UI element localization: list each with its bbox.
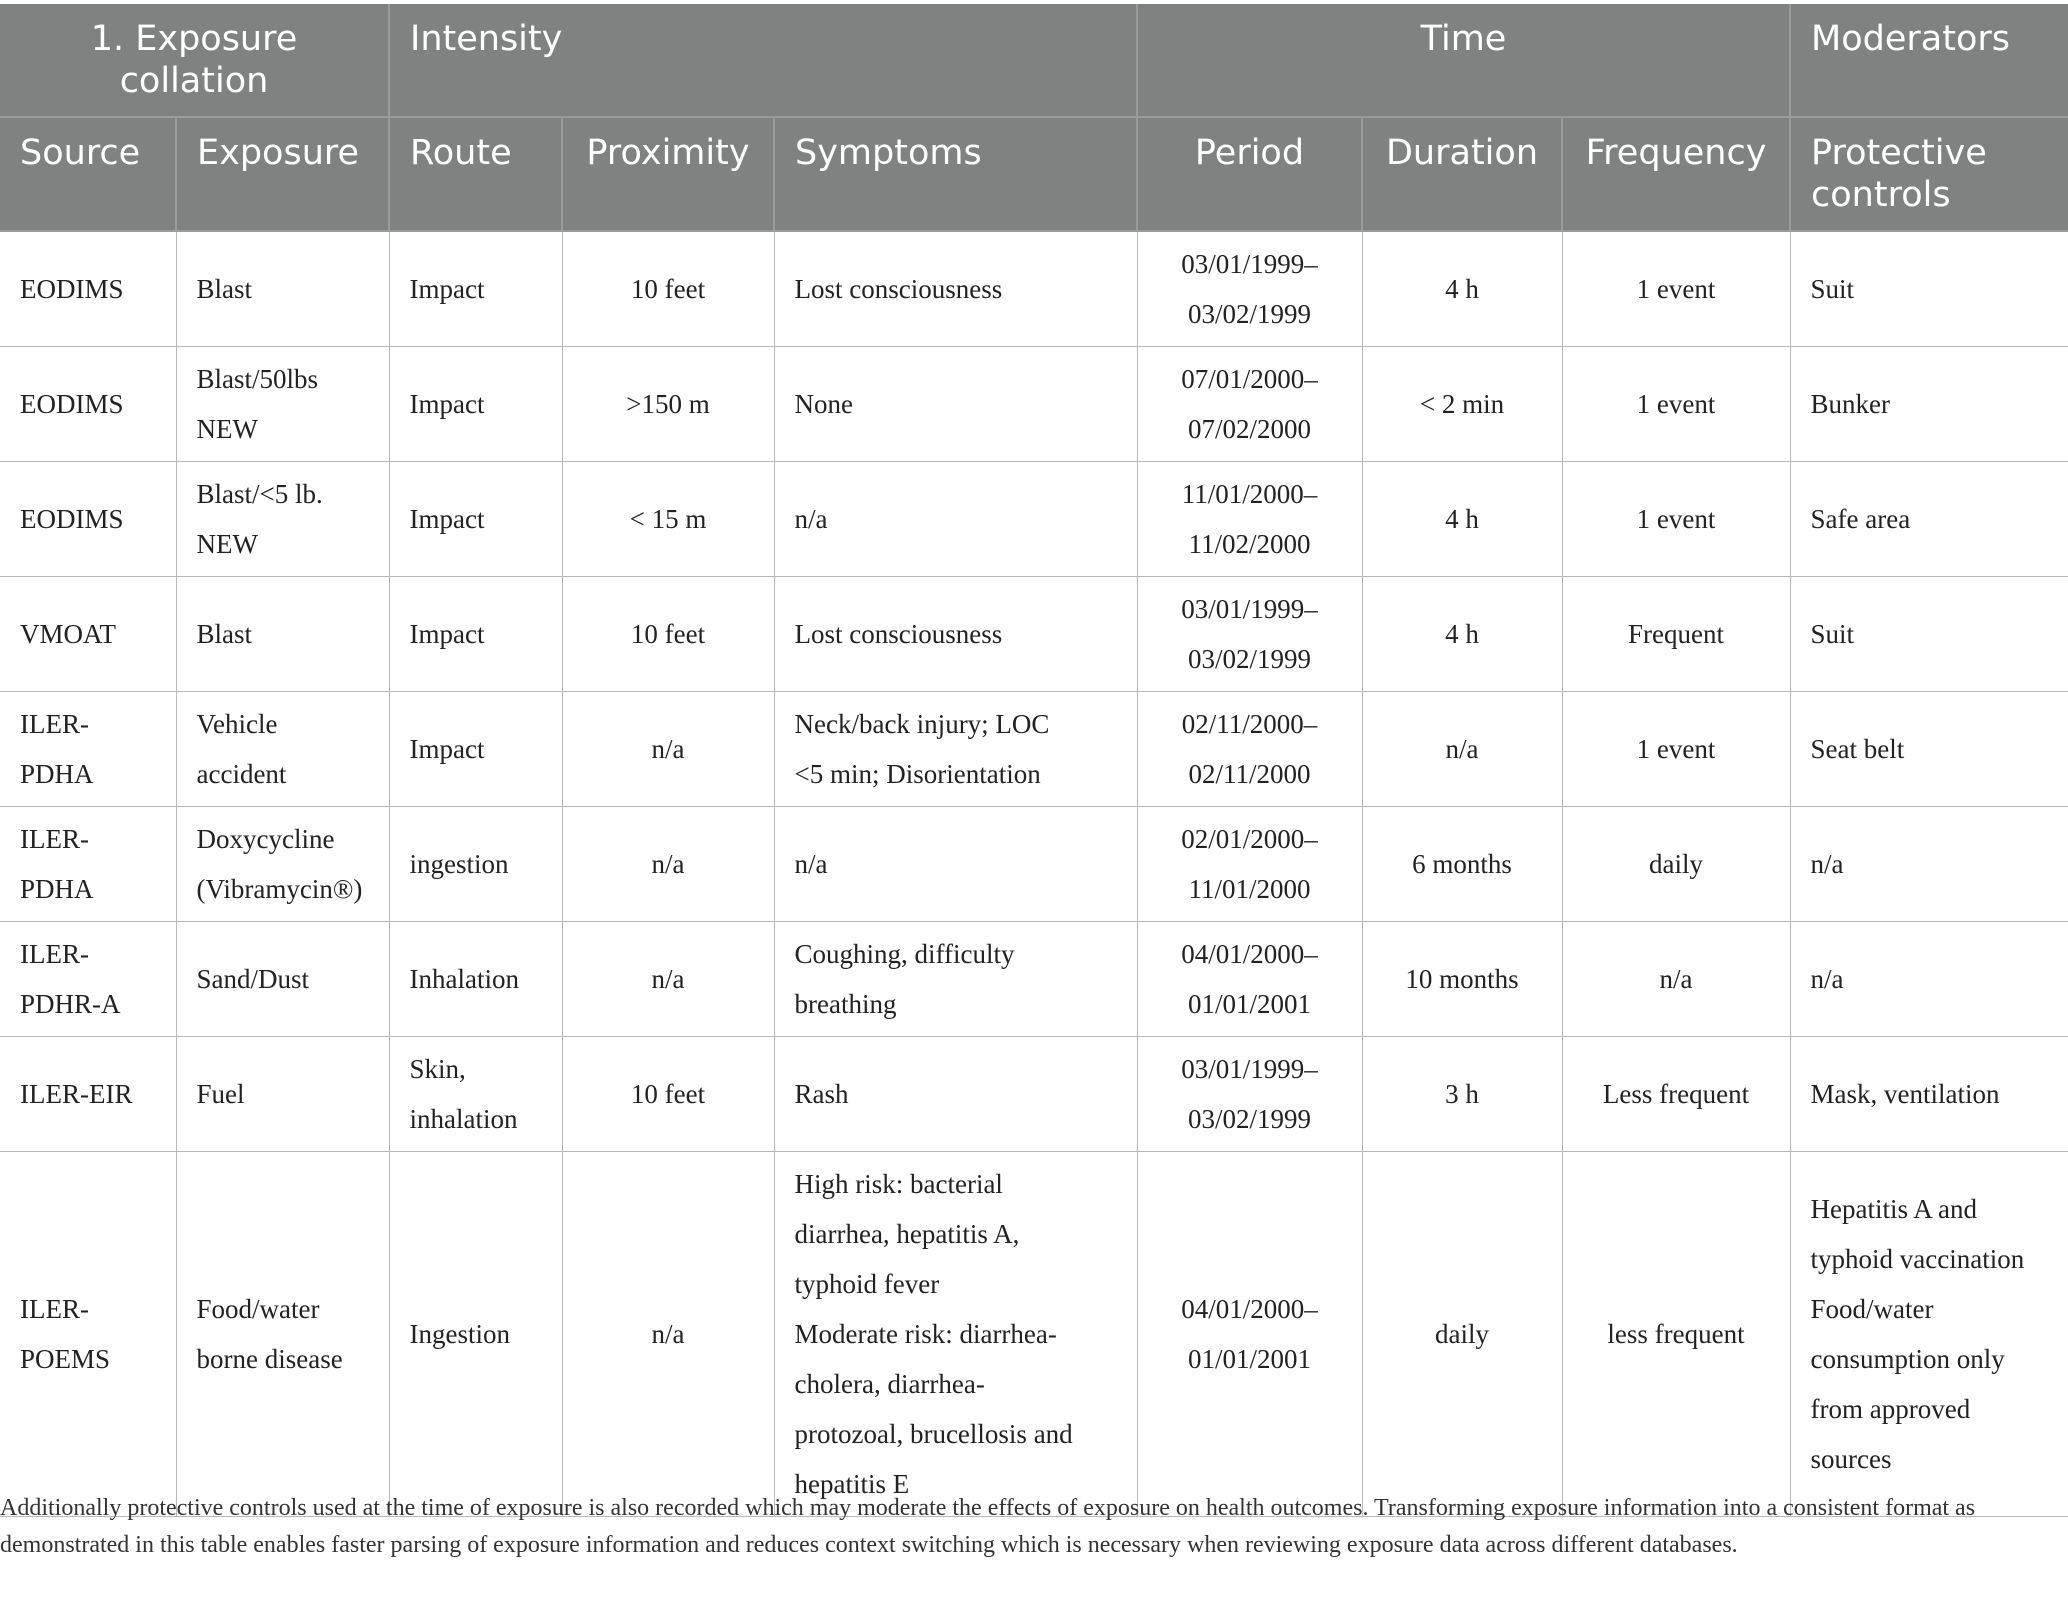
cell-source: EODIMS [0,462,176,577]
cell-source: EODIMS [0,231,176,347]
cell-protective-controls: Suit [1790,231,2068,347]
cell-protective-controls: Seat belt [1790,692,2068,807]
cell-exposure: Food/water borne disease [176,1152,389,1517]
table-footnote: Additionally protective controls used at the time of exposure is also recorded which may moderate the effects of exposure on health outcomes. Transforming exposure information into a consistent format as demonstrated in this table enables faster parsing of exposure information and reduces context switching which is necessary when reviewing exposure data across different databases. [0,1495,1976,1558]
cell-protective-controls: Mask, ventilation [1790,1037,2068,1152]
group-header-moderators: Moderators [1790,4,2068,117]
cell-period: 04/01/2000– 01/01/2001 [1137,1152,1362,1517]
table-row [0,577,2068,692]
cell-symptoms: Lost consciousness [774,231,1137,347]
cell-frequency: Less frequent [1562,1037,1790,1152]
cell-symptoms: Rash [774,1037,1137,1152]
column-header-row [0,117,2068,231]
column-header-duration: Duration [1362,117,1562,231]
cell-proximity: 10 feet [562,577,774,692]
column-header-protective-controls: Protective controls [1790,117,2068,231]
cell-exposure: Vehicle accident [176,692,389,807]
cell-duration: daily [1362,1152,1562,1517]
cell-protective-controls: n/a [1790,922,2068,1037]
cell-period: 07/01/2000– 07/02/2000 [1137,347,1362,462]
cell-exposure: Blast/50lbs NEW [176,347,389,462]
cell-frequency: 1 event [1562,231,1790,347]
group-header-row [0,4,2068,117]
column-header-exposure: Exposure [176,117,389,231]
cell-duration: 10 months [1362,922,1562,1037]
cell-period: 03/01/1999– 03/02/1999 [1137,577,1362,692]
cell-proximity: 10 feet [562,1037,774,1152]
cell-period: 03/01/1999– 03/02/1999 [1137,1037,1362,1152]
column-header-route: Route [389,117,562,231]
cell-exposure: Blast [176,577,389,692]
cell-exposure: Blast [176,231,389,347]
cell-source: VMOAT [0,577,176,692]
cell-proximity: n/a [562,1152,774,1517]
column-header-period: Period [1137,117,1362,231]
table-row [0,807,2068,922]
cell-route: Impact [389,231,562,347]
column-header-proximity: Proximity [562,117,774,231]
cell-exposure: Doxycycline (Vibramycin®) [176,807,389,922]
cell-source: ILER- POEMS [0,1152,176,1517]
cell-proximity: 10 feet [562,231,774,347]
column-header-frequency: Frequency [1562,117,1790,231]
cell-frequency: 1 event [1562,692,1790,807]
group-header-intensity: Intensity [389,4,1137,117]
cell-proximity: >150 m [562,347,774,462]
cell-symptoms: High risk: bacterial diarrhea, hepatitis A, typhoid fever Moderate risk: diarrhea- cholera, diarrhea- protozoal, brucellosis and hepatitis E [774,1152,1137,1517]
cell-source: ILER- PDHA [0,807,176,922]
cell-symptoms: n/a [774,807,1137,922]
cell-duration: 4 h [1362,231,1562,347]
table-row [0,692,2068,807]
cell-protective-controls: n/a [1790,807,2068,922]
cell-symptoms: n/a [774,462,1137,577]
cell-protective-controls: Safe area [1790,462,2068,577]
group-header-exposure-collation: 1. Exposure collation [0,4,389,117]
cell-frequency: daily [1562,807,1790,922]
cell-symptoms: None [774,347,1137,462]
cell-frequency: n/a [1562,922,1790,1037]
table-row [0,462,2068,577]
cell-route: Impact [389,347,562,462]
cell-period: 03/01/1999– 03/02/1999 [1137,231,1362,347]
cell-route: Inhalation [389,922,562,1037]
cell-proximity: n/a [562,807,774,922]
table-header [0,4,2068,231]
cell-protective-controls: Hepatitis A and typhoid vaccination Food/water consumption only from approved sources [1790,1152,2068,1517]
cell-frequency: less frequent [1562,1152,1790,1517]
cell-proximity: n/a [562,922,774,1037]
cell-source: ILER-EIR [0,1037,176,1152]
cell-proximity: < 15 m [562,462,774,577]
cell-duration: 4 h [1362,577,1562,692]
cell-duration: 4 h [1362,462,1562,577]
cell-source: EODIMS [0,347,176,462]
cell-source: ILER- PDHR-A [0,922,176,1037]
table-body [0,231,2068,1517]
cell-duration: < 2 min [1362,347,1562,462]
cell-exposure: Blast/<5 lb. NEW [176,462,389,577]
cell-duration: 6 months [1362,807,1562,922]
table-row [0,1152,2068,1517]
cell-symptoms: Lost consciousness [774,577,1137,692]
table-row [0,347,2068,462]
table-row [0,231,2068,347]
cell-route: Ingestion [389,1152,562,1517]
column-header-source: Source [0,117,176,231]
cell-frequency: 1 event [1562,462,1790,577]
cell-exposure: Fuel [176,1037,389,1152]
cell-period: 02/01/2000– 11/01/2000 [1137,807,1362,922]
column-header-symptoms: Symptoms [774,117,1137,231]
cell-route: Impact [389,577,562,692]
cell-frequency: 1 event [1562,347,1790,462]
exposure-table [0,4,2068,1517]
cell-protective-controls: Suit [1790,577,2068,692]
cell-period: 04/01/2000– 01/01/2001 [1137,922,1362,1037]
cell-source: ILER- PDHA [0,692,176,807]
cell-route: Impact [389,692,562,807]
table-row [0,1037,2068,1152]
cell-proximity: n/a [562,692,774,807]
cell-frequency: Frequent [1562,577,1790,692]
table-row [0,922,2068,1037]
cell-route: Skin, inhalation [389,1037,562,1152]
cell-period: 11/01/2000– 11/02/2000 [1137,462,1362,577]
group-header-time: Time [1137,4,1790,117]
cell-duration: n/a [1362,692,1562,807]
cell-symptoms: Coughing, difficulty breathing [774,922,1137,1037]
cell-symptoms: Neck/back injury; LOC <5 min; Disorientation [774,692,1137,807]
cell-route: ingestion [389,807,562,922]
cell-duration: 3 h [1362,1037,1562,1152]
cell-period: 02/11/2000– 02/11/2000 [1137,692,1362,807]
cell-exposure: Sand/Dust [176,922,389,1037]
cell-protective-controls: Bunker [1790,347,2068,462]
cell-route: Impact [389,462,562,577]
